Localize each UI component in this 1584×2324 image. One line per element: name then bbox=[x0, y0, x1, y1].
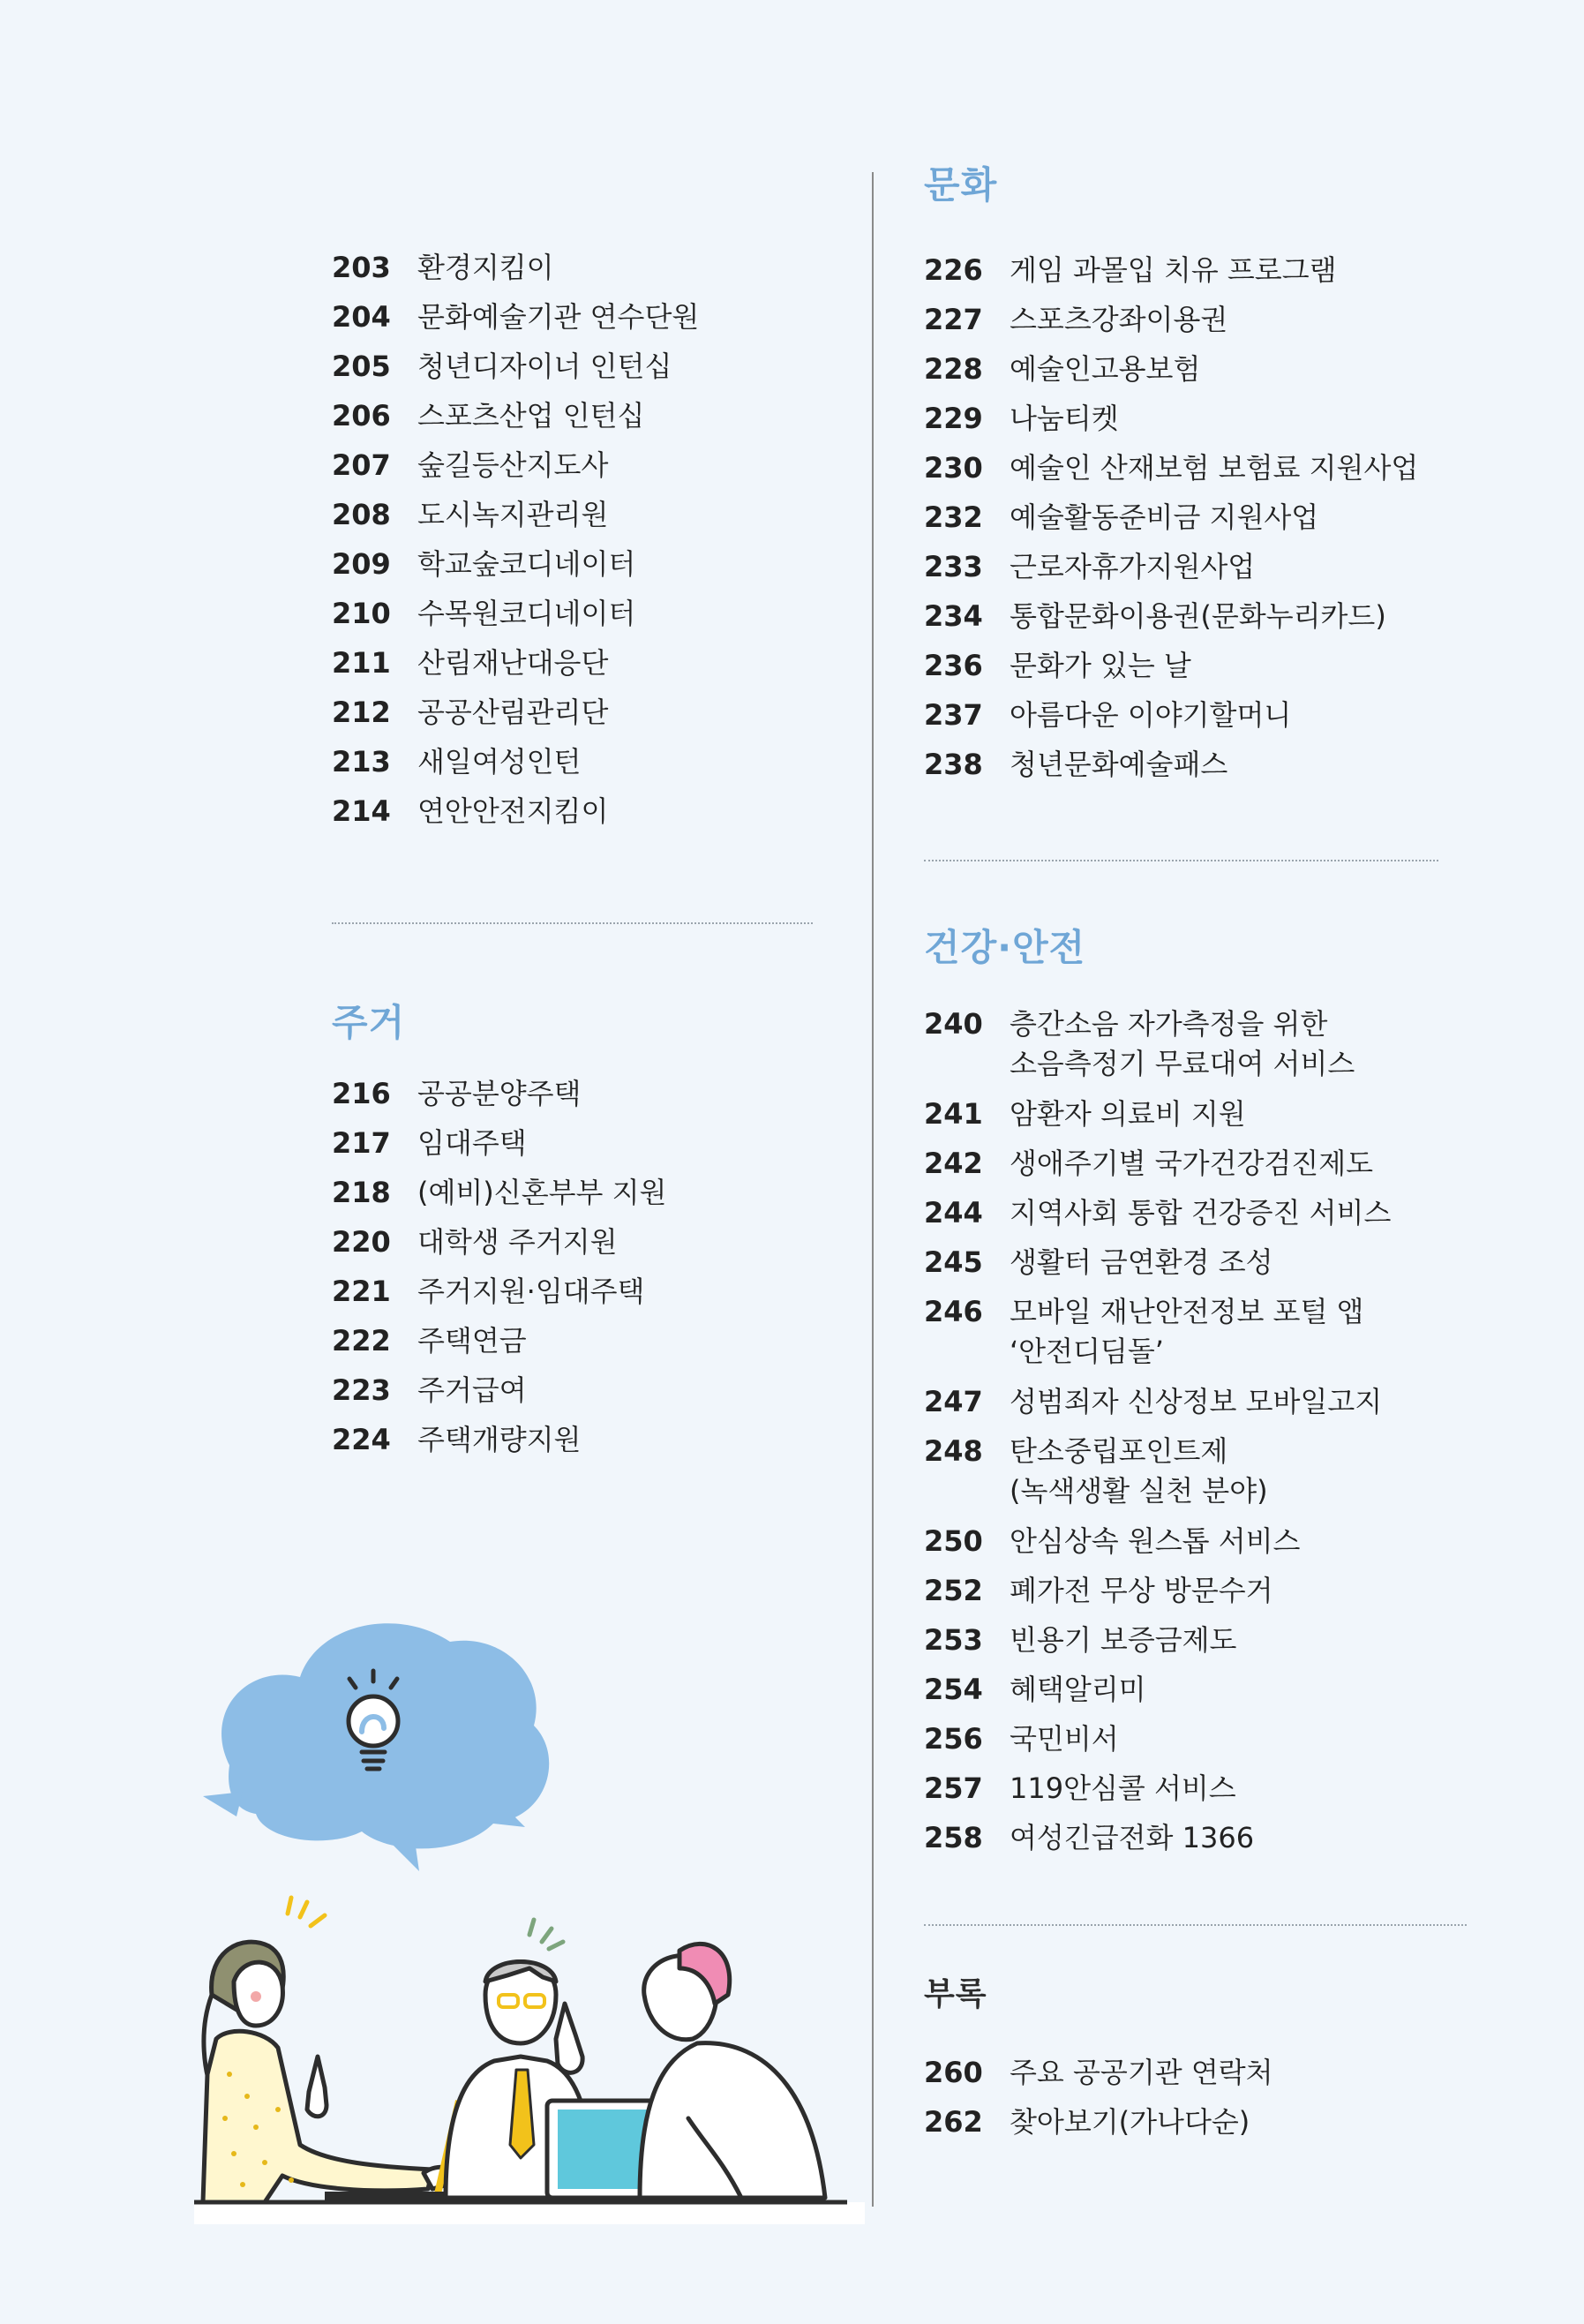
entry-title-line: 생애주기별 국가건강검진제도 bbox=[1010, 1147, 1374, 1180]
page-number: 222 bbox=[332, 1324, 391, 1358]
entry-title bbox=[1010, 1665, 1471, 1714]
entry-title-line: 청년문화예술패스 bbox=[1010, 748, 1228, 781]
health-entry bbox=[924, 1188, 1471, 1237]
entry-title-line: 예술인 산재보험 보험료 지원사업 bbox=[1010, 451, 1419, 485]
entry-title bbox=[1010, 1432, 1471, 1511]
pink-hair-man-figure bbox=[640, 1944, 825, 2198]
entry-title bbox=[417, 342, 813, 391]
health-entry bbox=[924, 1426, 1471, 1516]
culture-entry bbox=[924, 690, 1471, 740]
entry-title-line: 예술활동준비금 지원사업 bbox=[1010, 500, 1319, 534]
page-number: 238 bbox=[924, 748, 983, 781]
page-number: 224 bbox=[332, 1423, 391, 1456]
culture-entry bbox=[924, 394, 1471, 443]
entry-title bbox=[417, 490, 813, 539]
page-number: 256 bbox=[924, 1722, 983, 1756]
entry-title bbox=[417, 589, 813, 638]
housing-title: 주거 bbox=[332, 1001, 406, 1044]
entry-title bbox=[417, 1069, 813, 1118]
entry-title-line: 안심상속 원스톱 서비스 bbox=[1010, 1524, 1301, 1558]
entry-title-line: 예술인고용보험 bbox=[1010, 352, 1201, 386]
entry-title-line: 도시녹지관리원 bbox=[417, 498, 609, 531]
entry-title-line: 층간소음 자가측정을 위한 bbox=[1010, 1007, 1328, 1041]
entry-title-line: (예비)신혼부부 지원 bbox=[417, 1176, 667, 1209]
entry-title bbox=[417, 440, 813, 490]
entry-title-line: 성범죄자 신상정보 모바일고지 bbox=[1010, 1385, 1383, 1418]
appendix-title: 부록 bbox=[924, 1976, 987, 2012]
entry-title-line: 스포츠강좌이용권 bbox=[1010, 303, 1228, 336]
housing-entry bbox=[332, 1118, 813, 1168]
page-number: 210 bbox=[332, 597, 391, 630]
entry-title-line: 연안안전지킴이 bbox=[417, 794, 609, 828]
page-number: 207 bbox=[332, 448, 391, 482]
health-entry bbox=[924, 1615, 1471, 1665]
housing-entry bbox=[332, 1168, 813, 1217]
entry-title-line: 숲길등산지도사 bbox=[417, 448, 609, 482]
entry-title-line: 빈용기 보증금제도 bbox=[1010, 1623, 1237, 1657]
housing-entry bbox=[332, 1267, 813, 1316]
page-number: 230 bbox=[924, 451, 983, 485]
health-entry bbox=[924, 1516, 1471, 1566]
page-number: 234 bbox=[924, 599, 983, 633]
entry-title-line: 소음측정기 무료대여 서비스 bbox=[1010, 1047, 1355, 1080]
page-number: 254 bbox=[924, 1673, 983, 1706]
entry-title-line: 찾아보기(가나다순) bbox=[1010, 2105, 1250, 2139]
entry-title-line: 암환자 의료비 지원 bbox=[1010, 1097, 1246, 1131]
health-entry bbox=[924, 1089, 1471, 1139]
entry-title bbox=[417, 1118, 813, 1168]
entry-title bbox=[417, 638, 813, 688]
page-number: 227 bbox=[924, 303, 983, 336]
page-number: 229 bbox=[924, 402, 983, 435]
appendix-entry bbox=[924, 2097, 1471, 2147]
job-entry bbox=[332, 786, 813, 836]
spark-lines bbox=[288, 1898, 563, 1949]
entry-title-line: 수목원코디네이터 bbox=[417, 597, 636, 630]
entry-title bbox=[1010, 295, 1471, 344]
entry-title bbox=[1010, 591, 1471, 641]
entry-title bbox=[417, 786, 813, 836]
entry-title-line: 여성긴급전화 1366 bbox=[1010, 1821, 1255, 1854]
housing-entry bbox=[332, 1069, 813, 1118]
housing-list bbox=[332, 1069, 813, 1464]
job-entry bbox=[332, 539, 813, 589]
entry-title bbox=[417, 391, 813, 440]
page-number: 218 bbox=[332, 1176, 391, 1209]
job-entry bbox=[332, 440, 813, 490]
page-number: 232 bbox=[924, 500, 983, 534]
section-divider bbox=[924, 860, 1438, 861]
page-number: 208 bbox=[332, 498, 391, 531]
page-number: 241 bbox=[924, 1097, 983, 1131]
entry-title-line: 탄소중립포인트제 bbox=[1010, 1434, 1228, 1468]
entry-title bbox=[417, 1217, 813, 1267]
page-number: 237 bbox=[924, 698, 983, 732]
entry-title bbox=[1010, 1188, 1471, 1237]
culture-entry bbox=[924, 344, 1471, 394]
job-entry bbox=[332, 391, 813, 440]
page-number: 226 bbox=[924, 253, 983, 287]
entry-title bbox=[1010, 344, 1471, 394]
page-number: 220 bbox=[332, 1225, 391, 1259]
entry-title bbox=[417, 688, 813, 737]
appendix-entry bbox=[924, 2048, 1471, 2097]
appendix-list bbox=[924, 2048, 1471, 2147]
entry-title-line: 학교숲코디네이터 bbox=[417, 547, 636, 581]
entry-title-line: 주택개량지원 bbox=[417, 1423, 582, 1456]
page-number: 252 bbox=[924, 1574, 983, 1607]
entry-title-line: 주요 공공기관 연락처 bbox=[1010, 2056, 1273, 2089]
entry-title bbox=[1010, 1292, 1471, 1372]
page-number: 247 bbox=[924, 1385, 983, 1418]
entry-title-line: 생활터 금연환경 조성 bbox=[1010, 1245, 1273, 1279]
entry-title-line: 공공산림관리단 bbox=[417, 696, 609, 729]
entry-title bbox=[1010, 1139, 1471, 1188]
health-entry bbox=[924, 1377, 1471, 1426]
page-number: 213 bbox=[332, 745, 391, 778]
jobs-list bbox=[332, 243, 813, 836]
entry-title bbox=[417, 1415, 813, 1464]
entry-title bbox=[417, 292, 813, 342]
page-number: 221 bbox=[332, 1275, 391, 1308]
entry-title bbox=[417, 539, 813, 589]
page-number: 211 bbox=[332, 646, 391, 680]
entry-title-line: ‘안전디딤돌’ bbox=[1010, 1335, 1164, 1368]
job-entry bbox=[332, 688, 813, 737]
entry-title bbox=[1010, 1004, 1471, 1084]
page-number: 216 bbox=[332, 1077, 391, 1110]
entry-title-line: 새일여성인턴 bbox=[417, 745, 582, 778]
entry-title bbox=[1010, 542, 1471, 591]
health-entry bbox=[924, 1813, 1471, 1862]
page-number: 245 bbox=[924, 1245, 983, 1279]
entry-title-line: 산림재난대응단 bbox=[417, 646, 609, 680]
health-entry bbox=[924, 1237, 1471, 1287]
desk bbox=[194, 2202, 865, 2224]
entry-title-line: 119안심콜 서비스 bbox=[1010, 1771, 1236, 1805]
entry-title bbox=[417, 1168, 813, 1217]
section-divider bbox=[924, 1924, 1467, 1926]
page-number: 260 bbox=[924, 2056, 983, 2089]
entry-title bbox=[1010, 443, 1471, 493]
entry-title bbox=[417, 1365, 813, 1415]
page-number: 233 bbox=[924, 550, 983, 583]
column-divider bbox=[872, 172, 874, 2207]
entry-title-line: 주거급여 bbox=[417, 1373, 527, 1407]
entry-title-line: 문화예술기관 연수단원 bbox=[417, 300, 700, 334]
health-list bbox=[924, 999, 1471, 1862]
entry-title bbox=[1010, 690, 1471, 740]
culture-entry bbox=[924, 245, 1471, 295]
page-number: 209 bbox=[332, 547, 391, 581]
entry-title-line: 아름다운 이야기할머니 bbox=[1010, 698, 1292, 732]
health-entry bbox=[924, 1139, 1471, 1188]
culture-entry bbox=[924, 295, 1471, 344]
entry-title bbox=[1010, 1615, 1471, 1665]
culture-entry bbox=[924, 740, 1471, 789]
entry-title bbox=[1010, 1516, 1471, 1566]
entry-title-line: 주거지원·임대주택 bbox=[417, 1275, 645, 1308]
entry-title-line: 스포츠산업 인턴십 bbox=[417, 399, 645, 432]
job-entry bbox=[332, 292, 813, 342]
entry-title bbox=[1010, 1566, 1471, 1615]
entry-title-line: 모바일 재난안전정보 포털 앱 bbox=[1010, 1295, 1364, 1328]
entry-title bbox=[417, 737, 813, 786]
page-number: 248 bbox=[924, 1434, 983, 1468]
page-number: 258 bbox=[924, 1821, 983, 1854]
page-number: 246 bbox=[924, 1295, 983, 1328]
page-number: 244 bbox=[924, 1196, 983, 1230]
entry-title bbox=[417, 1316, 813, 1365]
housing-entry bbox=[332, 1217, 813, 1267]
entry-title-line: 국민비서 bbox=[1010, 1722, 1119, 1756]
entry-title-line: 공공분양주택 bbox=[417, 1077, 582, 1110]
entry-title-line: 게임 과몰입 치유 프로그램 bbox=[1010, 253, 1337, 287]
woman-figure bbox=[203, 1942, 463, 2202]
job-entry bbox=[332, 490, 813, 539]
meeting-illustration bbox=[194, 1580, 865, 2224]
health-entry bbox=[924, 1665, 1471, 1714]
entry-title bbox=[1010, 641, 1471, 690]
entry-title bbox=[1010, 2097, 1471, 2147]
entry-title bbox=[1010, 1237, 1471, 1287]
culture-entry bbox=[924, 493, 1471, 542]
job-entry bbox=[332, 342, 813, 391]
housing-entry bbox=[332, 1415, 813, 1464]
entry-title-line: 지역사회 통합 건강증진 서비스 bbox=[1010, 1196, 1392, 1230]
housing-entry bbox=[332, 1365, 813, 1415]
page-number: 203 bbox=[332, 251, 391, 284]
job-entry bbox=[332, 737, 813, 786]
culture-entry bbox=[924, 591, 1471, 641]
entry-title bbox=[1010, 1089, 1471, 1139]
left-column bbox=[332, 243, 813, 1464]
entry-title bbox=[1010, 1714, 1471, 1764]
entry-title-line: 폐가전 무상 방문수거 bbox=[1010, 1574, 1273, 1607]
health-entry bbox=[924, 1714, 1471, 1764]
entry-title-line: 주택연금 bbox=[417, 1324, 527, 1358]
entry-title-line: (녹색생활 실천 분야) bbox=[1010, 1474, 1268, 1508]
page-number: 212 bbox=[332, 696, 391, 729]
page-number: 206 bbox=[332, 399, 391, 432]
page-number: 217 bbox=[332, 1126, 391, 1160]
culture-entry bbox=[924, 443, 1471, 493]
entry-title bbox=[1010, 394, 1471, 443]
job-entry bbox=[332, 638, 813, 688]
health-entry bbox=[924, 1566, 1471, 1615]
page-number: 228 bbox=[924, 352, 983, 386]
health-title: 건강·안전 bbox=[924, 926, 1086, 969]
entry-title-line: 나눔티켓 bbox=[1010, 402, 1119, 435]
entry-title-line: 환경지킴이 bbox=[417, 251, 554, 284]
entry-title bbox=[1010, 740, 1471, 789]
culture-list bbox=[924, 245, 1471, 789]
entry-title bbox=[1010, 245, 1471, 295]
entry-title bbox=[1010, 493, 1471, 542]
page-number: 242 bbox=[924, 1147, 983, 1180]
health-entry bbox=[924, 1287, 1471, 1377]
culture-entry bbox=[924, 641, 1471, 690]
right-column bbox=[924, 159, 1471, 2147]
entry-title bbox=[1010, 2048, 1471, 2097]
housing-entry bbox=[332, 1316, 813, 1365]
entry-title-line: 근로자휴가지원사업 bbox=[1010, 550, 1256, 583]
entry-title-line: 통합문화이용권(문화누리카드) bbox=[1010, 599, 1386, 633]
entry-title bbox=[417, 243, 813, 292]
entry-title-line: 임대주택 bbox=[417, 1126, 527, 1160]
health-entry bbox=[924, 1764, 1471, 1813]
entry-title bbox=[1010, 1813, 1471, 1862]
page-number: 236 bbox=[924, 649, 983, 682]
page-number: 262 bbox=[924, 2105, 983, 2139]
page-number: 240 bbox=[924, 1007, 983, 1041]
page-number: 250 bbox=[924, 1524, 983, 1558]
entry-title-line: 혜택알리미 bbox=[1010, 1673, 1146, 1706]
section-divider bbox=[332, 922, 813, 924]
job-entry bbox=[332, 243, 813, 292]
page-number: 205 bbox=[332, 350, 391, 383]
entry-title bbox=[1010, 1377, 1471, 1426]
health-entry bbox=[924, 999, 1471, 1089]
page-number: 223 bbox=[332, 1373, 391, 1407]
entry-title-line: 대학생 주거지원 bbox=[417, 1225, 618, 1259]
entry-title bbox=[417, 1267, 813, 1316]
culture-entry bbox=[924, 542, 1471, 591]
job-entry bbox=[332, 589, 813, 638]
page-number: 204 bbox=[332, 300, 391, 334]
entry-title-line: 청년디자이너 인턴십 bbox=[417, 350, 672, 383]
entry-title bbox=[1010, 1764, 1471, 1813]
page-number: 214 bbox=[332, 794, 391, 828]
page-number: 253 bbox=[924, 1623, 983, 1657]
entry-title-line: 문화가 있는 날 bbox=[1010, 649, 1191, 682]
page-number: 257 bbox=[924, 1771, 983, 1805]
culture-title: 문화 bbox=[924, 163, 998, 207]
